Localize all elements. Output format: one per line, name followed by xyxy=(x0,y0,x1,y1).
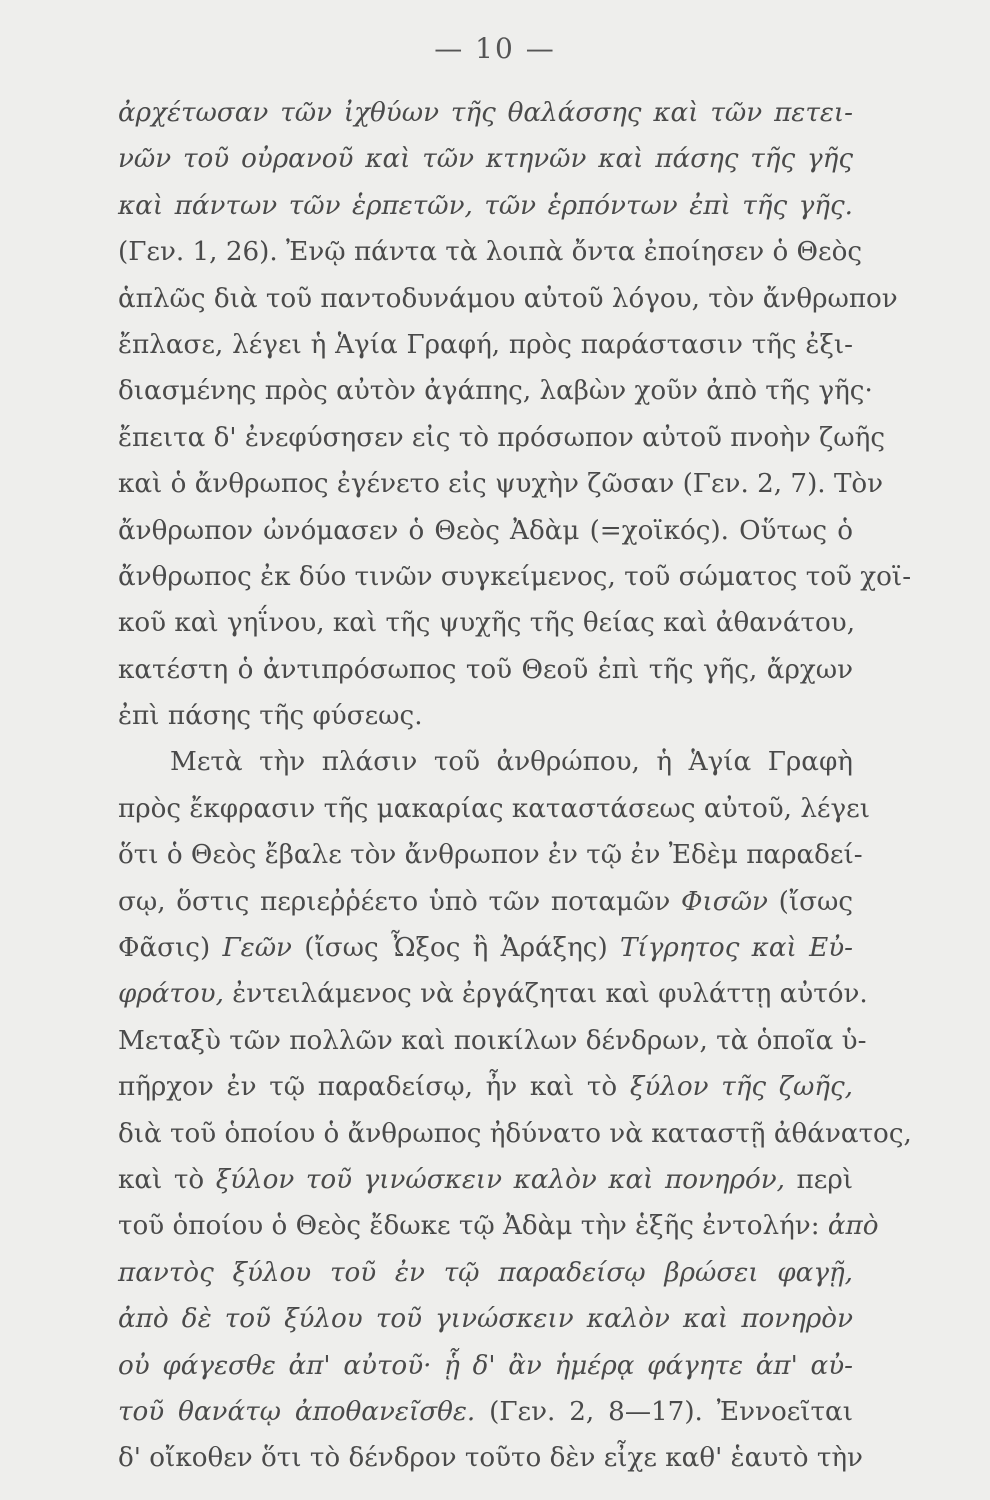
text-segment: ἄνθρωπον ὠνόμασεν ὁ Θεὸς Ἀδὰμ (=χοϊκός). Οὕτως ὁ xyxy=(118,515,853,546)
text-segment: σῳ, ὅστις περιεῤῥέετο ὑπὸ τῶν ποταμῶν xyxy=(118,886,682,917)
text-segment: δ' οἴκοθεν ὅτι τὸ δένδρον τοῦτο δὲν εἶχε καθ' ἑαυτὸ τὴν xyxy=(118,1443,863,1474)
italic-text-segment: παντὸς ξύλου τοῦ ἐν τῷ παραδείσῳ βρώσει φαγῇ, xyxy=(118,1257,853,1288)
text-line xyxy=(118,786,870,832)
italic-text-segment: φράτου, xyxy=(118,979,224,1010)
text-line xyxy=(118,832,863,878)
text-line xyxy=(118,415,885,461)
text-line xyxy=(118,600,856,646)
text-line xyxy=(118,1389,853,1435)
text-line xyxy=(118,508,853,554)
text-segment: ἔπειτα δ' ἐνεφύσησεν εἰς τὸ πρόσωπον αὐτοῦ πνοὴν ζωῆς xyxy=(118,422,885,453)
text-segment: ἔπλασε, λέγει ἡ Ἁγία Γραφή, πρὸς παράστασιν τῆς ἐξι- xyxy=(118,329,853,360)
italic-text-segment: ξύλον τῆς ζωῆς, xyxy=(629,1072,853,1103)
text-segment: (Γεν. 1, 26). Ἐνῷ πάντα τὰ λοιπὰ ὄντα ἐποίησεν ὁ Θεὸς xyxy=(118,237,863,268)
text-line xyxy=(118,554,912,600)
italic-text-segment: Τίγρητος καὶ Εὐ- xyxy=(619,933,853,964)
text-segment: ἐντειλάμενος νὰ ἐργάζηται καὶ φυλάττῃ αὐτόν. xyxy=(223,979,868,1010)
italic-text-segment: ἀπὸ δὲ τοῦ ξύλου τοῦ γινώσκειν καλὸν καὶ πονηρὸν xyxy=(118,1304,853,1335)
italic-text-segment: Γεῶν xyxy=(222,933,292,964)
text-segment: κοῦ καὶ γηΐνου, καὶ τῆς ψυχῆς τῆς θείας καὶ ἀθανάτου, xyxy=(118,608,856,639)
text-segment: τοῦ ὁποίου ὁ Θεὸς ἔδωκε τῷ Ἀδὰμ τὴν ἑξῆς ἐντολήν: xyxy=(118,1211,828,1242)
text-segment: ἁπλῶς διὰ τοῦ παντοδυνάμου αὐτοῦ λόγου, τὸν ἄνθρωπον xyxy=(118,283,898,314)
text-line xyxy=(118,136,853,182)
italic-text-segment: νῶν τοῦ οὐρανοῦ καὶ τῶν κτηνῶν καὶ πάσης τῆς γῆς xyxy=(118,144,853,175)
page-number: — 10 — xyxy=(434,32,556,65)
text-segment: Φᾶσις) xyxy=(118,933,223,964)
text-segment: ἐπὶ πάσης τῆς φύσεως. xyxy=(118,701,423,732)
text-line xyxy=(118,1343,853,1389)
text-line xyxy=(118,647,853,693)
text-segment: καὶ ὁ ἄνθρωπος ἐγένετο εἰς ψυχὴν ζῶσαν (Γεν. 2, 7). Τὸν xyxy=(118,469,884,500)
italic-text-segment: Φισῶν xyxy=(681,886,768,917)
text-segment: πῆρχον ἐν τῷ παραδείσῳ, ἦν καὶ τὸ xyxy=(118,1072,630,1103)
text-line xyxy=(118,693,853,739)
text-segment: (Γεν. 2, 8—17). Ἐννοεῖται xyxy=(475,1396,853,1427)
text-segment: Μετὰ τὴν πλάσιν τοῦ ἀνθρώπου, ἡ Ἁγία Γραφὴ xyxy=(170,747,853,778)
text-line xyxy=(118,1296,853,1342)
text-line xyxy=(118,1111,912,1157)
text-segment: διασμένης πρὸς αὐτὸν ἀγάπης, λαβὼν χοῦν ἀπὸ τῆς γῆς· xyxy=(118,376,873,407)
text-segment: κατέστη ὁ ἀντιπρόσωπος τοῦ Θεοῦ ἐπὶ τῆς γῆς, ἄρχων xyxy=(118,654,853,685)
text-segment: πρὸς ἔκφρασιν τῆς μακαρίας καταστάσεως αὐτοῦ, λέγει xyxy=(118,793,870,824)
text-segment: ὅτι ὁ Θεὸς ἔβαλε τὸν ἄνθρωπον ἐν τῷ ἐν Ἐδὲμ παραδεί- xyxy=(118,840,863,871)
text-line xyxy=(118,368,873,414)
text-line xyxy=(118,971,868,1017)
text-line xyxy=(118,322,853,368)
text-segment: καὶ τὸ xyxy=(118,1164,216,1195)
text-segment: Μεταξὺ τῶν πολλῶν καὶ ποικίλων δένδρων, τὰ ὁποῖα ὑ- xyxy=(118,1025,867,1056)
italic-text-segment: οὐ φάγεσθε ἀπ' αὐτοῦ· ᾗ δ' ἂν ἡμέρᾳ φάγητε ἀπ' αὐ- xyxy=(118,1350,853,1381)
text-segment: (ἴσως Ὦξος ἢ Ἀράξης) xyxy=(291,933,620,964)
text-line xyxy=(118,1203,879,1249)
text-segment: (ἴσως xyxy=(767,886,853,917)
text-line xyxy=(118,925,853,971)
italic-text-segment: τοῦ θανάτῳ ἀποθανεῖσθε. xyxy=(118,1396,476,1427)
italic-text-segment: ἀρχέτωσαν τῶν ἰχθύων τῆς θαλάσσης καὶ τῶν πετει- xyxy=(118,98,853,128)
text-line xyxy=(118,90,853,136)
text-segment: περὶ xyxy=(785,1164,853,1195)
text-segment: διὰ τοῦ ὁποίου ὁ ἄνθρωπος ἠδύνατο νὰ καταστῇ ἀθάνατος, xyxy=(118,1118,912,1149)
text-line xyxy=(118,1018,867,1064)
text-line xyxy=(118,1064,853,1110)
italic-text-segment: ἀπὸ xyxy=(827,1211,879,1242)
body-text xyxy=(118,90,912,1482)
text-line xyxy=(118,879,853,925)
text-line xyxy=(118,229,863,275)
text-line xyxy=(118,276,898,322)
text-line xyxy=(118,1435,863,1481)
text-line xyxy=(118,461,884,507)
text-line xyxy=(118,739,853,785)
italic-text-segment: ξύλον τοῦ γινώσκειν καλὸν καὶ πονηρόν, xyxy=(215,1164,785,1195)
italic-text-segment: καὶ πάντων τῶν ἑρπετῶν, τῶν ἑρπόντων ἐπὶ τῆς γῆς. xyxy=(118,190,853,221)
text-line xyxy=(118,183,853,229)
text-segment: ἄνθρωπος ἐκ δύο τινῶν συγκείμενος, τοῦ σώματος τοῦ χοϊ- xyxy=(118,561,912,592)
text-line xyxy=(118,1250,853,1296)
text-line xyxy=(118,1157,853,1203)
